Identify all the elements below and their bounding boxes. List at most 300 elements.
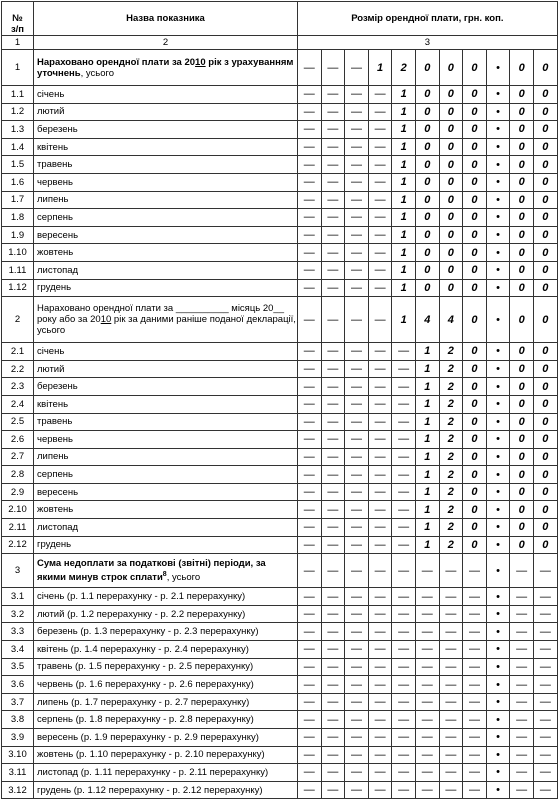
table-row: [2, 764, 558, 782]
amount-digit-cell: —: [298, 279, 322, 297]
amount-digit-cell: 0: [439, 279, 463, 297]
amount-digit-cell: —: [368, 605, 392, 623]
amount-digit-cell: 0: [415, 103, 439, 121]
row-number: 3.4: [2, 641, 34, 659]
amount-digit-cell: —: [415, 658, 439, 676]
amount-digit-cell: 2: [439, 413, 463, 431]
amount-digit-cell: 0: [510, 483, 534, 501]
amount-digit-cell: —: [510, 588, 534, 606]
amount-digit-cell: •: [486, 86, 510, 104]
amount-digit-cell: —: [345, 395, 369, 413]
amount-digit-cell: —: [392, 729, 416, 747]
amount-digit-cell: 0: [415, 261, 439, 279]
amount-digit-cell: —: [321, 693, 345, 711]
amount-digit-cell: 0: [533, 483, 557, 501]
amount-digit-cell: —: [368, 536, 392, 554]
amount-digit-cell: —: [345, 519, 369, 537]
amount-digit-cell: —: [298, 676, 322, 694]
amount-digit-cell: •: [486, 343, 510, 361]
amount-digit-cell: 0: [510, 448, 534, 466]
amount-digit-cell: •: [486, 641, 510, 659]
amount-digit-cell: —: [415, 623, 439, 641]
amount-digit-cell: 0: [463, 413, 487, 431]
amount-digit-cell: —: [368, 156, 392, 174]
amount-digit-cell: 0: [533, 378, 557, 396]
amount-digit-cell: —: [368, 297, 392, 343]
amount-digit-cell: —: [533, 781, 557, 799]
amount-digit-cell: —: [345, 483, 369, 501]
header-rent-amount: Розмір орендної плати, грн. коп.: [298, 2, 558, 36]
amount-digit-cell: —: [345, 746, 369, 764]
amount-digit-cell: —: [392, 641, 416, 659]
amount-digit-cell: —: [463, 676, 487, 694]
amount-digit-cell: 0: [415, 121, 439, 139]
amount-digit-cell: —: [368, 693, 392, 711]
amount-digit-cell: —: [415, 781, 439, 799]
amount-digit-cell: —: [368, 138, 392, 156]
table-row: [2, 693, 558, 711]
amount-digit-cell: —: [345, 297, 369, 343]
row-number: 3.1: [2, 588, 34, 606]
amount-digit-cell: 4: [415, 297, 439, 343]
row-number: 3.5: [2, 658, 34, 676]
amount-digit-cell: —: [510, 623, 534, 641]
amount-digit-cell: —: [463, 588, 487, 606]
amount-digit-cell: —: [345, 781, 369, 799]
amount-digit-cell: 0: [415, 138, 439, 156]
amount-digit-cell: 0: [510, 378, 534, 396]
amount-digit-cell: —: [368, 623, 392, 641]
amount-digit-cell: —: [321, 536, 345, 554]
amount-digit-cell: 0: [463, 138, 487, 156]
amount-digit-cell: 0: [533, 536, 557, 554]
amount-digit-cell: •: [486, 693, 510, 711]
amount-digit-cell: —: [345, 378, 369, 396]
amount-digit-cell: 2: [439, 519, 463, 537]
amount-digit-cell: 1: [392, 261, 416, 279]
amount-digit-cell: —: [321, 483, 345, 501]
amount-digit-cell: 0: [439, 103, 463, 121]
row-label: жовтень: [34, 501, 298, 519]
amount-digit-cell: —: [321, 50, 345, 86]
table-row: [2, 360, 558, 378]
amount-digit-cell: —: [392, 693, 416, 711]
row-label: травень: [34, 156, 298, 174]
amount-digit-cell: 1: [392, 209, 416, 227]
table-row: [2, 138, 558, 156]
amount-digit-cell: —: [321, 746, 345, 764]
amount-digit-cell: 1: [392, 156, 416, 174]
amount-digit-cell: —: [392, 360, 416, 378]
amount-digit-cell: —: [298, 50, 322, 86]
amount-digit-cell: —: [510, 641, 534, 659]
amount-digit-cell: —: [321, 588, 345, 606]
amount-digit-cell: —: [298, 297, 322, 343]
row-number: 1.2: [2, 103, 34, 121]
amount-digit-cell: —: [345, 641, 369, 659]
row-number: 3.3: [2, 623, 34, 641]
amount-digit-cell: —: [321, 343, 345, 361]
amount-digit-cell: —: [392, 448, 416, 466]
table-row: [2, 676, 558, 694]
amount-digit-cell: —: [510, 746, 534, 764]
amount-digit-cell: —: [463, 658, 487, 676]
amount-digit-cell: —: [510, 554, 534, 588]
amount-digit-cell: —: [392, 711, 416, 729]
amount-digit-cell: 0: [463, 121, 487, 139]
amount-digit-cell: •: [486, 209, 510, 227]
row-label-part: рік за даними раніше поданої декларації, усього: [37, 314, 296, 337]
amount-digit-cell: —: [345, 588, 369, 606]
row-number: 1.10: [2, 244, 34, 262]
row-number: 1.5: [2, 156, 34, 174]
amount-digit-cell: 1: [415, 378, 439, 396]
amount-digit-cell: —: [298, 191, 322, 209]
table-row: [2, 156, 558, 174]
row-number: 3.10: [2, 746, 34, 764]
row-number: 2.9: [2, 483, 34, 501]
amount-digit-cell: 0: [533, 226, 557, 244]
amount-digit-cell: —: [510, 693, 534, 711]
amount-digit-cell: 1: [415, 466, 439, 484]
amount-digit-cell: —: [463, 623, 487, 641]
row-number: 2: [2, 297, 34, 343]
amount-digit-cell: —: [415, 746, 439, 764]
amount-digit-cell: —: [368, 658, 392, 676]
amount-digit-cell: 1: [392, 279, 416, 297]
table-row: [2, 209, 558, 227]
table-row: [2, 466, 558, 484]
amount-digit-cell: —: [298, 781, 322, 799]
amount-digit-cell: 0: [463, 395, 487, 413]
table-row: [2, 623, 558, 641]
amount-digit-cell: —: [392, 431, 416, 449]
amount-digit-cell: —: [463, 729, 487, 747]
amount-digit-cell: •: [486, 746, 510, 764]
amount-digit-cell: —: [298, 764, 322, 782]
row-number: 2.11: [2, 519, 34, 537]
table-row: [2, 226, 558, 244]
amount-digit-cell: —: [392, 378, 416, 396]
amount-digit-cell: 0: [463, 191, 487, 209]
row-label: червень (р. 1.6 перерахунку - р. 2.6 перерахунку): [34, 676, 298, 694]
amount-digit-cell: 0: [439, 261, 463, 279]
amount-digit-cell: —: [345, 554, 369, 588]
table-row: [2, 711, 558, 729]
table-row: [2, 121, 558, 139]
amount-digit-cell: •: [486, 138, 510, 156]
amount-digit-cell: —: [510, 711, 534, 729]
amount-digit-cell: —: [345, 86, 369, 104]
row-number: 3: [2, 554, 34, 588]
row-label: вересень: [34, 483, 298, 501]
amount-digit-cell: —: [321, 501, 345, 519]
table-row: [2, 588, 558, 606]
amount-digit-cell: •: [486, 729, 510, 747]
amount-digit-cell: —: [298, 693, 322, 711]
row-label: березень: [34, 121, 298, 139]
table-row: [2, 279, 558, 297]
amount-digit-cell: —: [368, 746, 392, 764]
amount-digit-cell: —: [533, 676, 557, 694]
amount-digit-cell: 0: [510, 226, 534, 244]
table-row: [2, 343, 558, 361]
amount-digit-cell: —: [368, 588, 392, 606]
amount-digit-cell: —: [439, 554, 463, 588]
amount-digit-cell: —: [368, 641, 392, 659]
amount-digit-cell: 0: [463, 261, 487, 279]
amount-digit-cell: 0: [415, 209, 439, 227]
amount-digit-cell: 0: [463, 483, 487, 501]
amount-digit-cell: 0: [533, 519, 557, 537]
row-label-part: 10: [100, 314, 112, 326]
row-number: 2.7: [2, 448, 34, 466]
amount-digit-cell: •: [486, 536, 510, 554]
amount-digit-cell: 0: [463, 244, 487, 262]
row-label: [34, 50, 298, 86]
amount-digit-cell: —: [298, 711, 322, 729]
row-number: 1.6: [2, 173, 34, 191]
row-label-part: , усього: [80, 67, 115, 79]
amount-digit-cell: —: [298, 605, 322, 623]
amount-digit-cell: —: [345, 536, 369, 554]
amount-digit-cell: —: [368, 226, 392, 244]
amount-digit-cell: —: [368, 483, 392, 501]
row-number: 2.4: [2, 395, 34, 413]
amount-digit-cell: —: [321, 244, 345, 262]
amount-digit-cell: —: [321, 676, 345, 694]
amount-digit-cell: —: [415, 605, 439, 623]
amount-digit-cell: 0: [510, 121, 534, 139]
amount-digit-cell: 0: [533, 103, 557, 121]
table-row: [2, 729, 558, 747]
amount-digit-cell: —: [533, 729, 557, 747]
amount-digit-cell: —: [298, 519, 322, 537]
amount-digit-cell: •: [486, 103, 510, 121]
amount-digit-cell: —: [298, 658, 322, 676]
row-label: квітень: [34, 395, 298, 413]
rent-calculation-table: [1, 1, 558, 799]
amount-digit-cell: •: [486, 588, 510, 606]
amount-digit-cell: 0: [463, 519, 487, 537]
amount-digit-cell: —: [298, 261, 322, 279]
amount-digit-cell: —: [298, 431, 322, 449]
amount-digit-cell: —: [345, 431, 369, 449]
amount-digit-cell: —: [439, 693, 463, 711]
row-number: 1.9: [2, 226, 34, 244]
amount-digit-cell: 0: [510, 209, 534, 227]
row-label-part: Нараховано орендної плати за 20: [37, 56, 196, 68]
amount-digit-cell: —: [463, 554, 487, 588]
row-number: 3.12: [2, 781, 34, 799]
amount-digit-cell: 0: [533, 343, 557, 361]
amount-digit-cell: —: [510, 764, 534, 782]
amount-digit-cell: —: [368, 431, 392, 449]
amount-digit-cell: 0: [510, 343, 534, 361]
amount-digit-cell: —: [321, 138, 345, 156]
amount-digit-cell: —: [298, 244, 322, 262]
table-row: [2, 641, 558, 659]
amount-digit-cell: 0: [510, 536, 534, 554]
row-number: 3.11: [2, 764, 34, 782]
row-number: 2.6: [2, 431, 34, 449]
amount-digit-cell: —: [392, 343, 416, 361]
amount-digit-cell: —: [345, 729, 369, 747]
amount-digit-cell: 1: [392, 191, 416, 209]
table-row: [2, 536, 558, 554]
amount-digit-cell: —: [368, 103, 392, 121]
amount-digit-cell: —: [298, 121, 322, 139]
amount-digit-cell: —: [415, 676, 439, 694]
amount-digit-cell: —: [368, 279, 392, 297]
amount-digit-cell: —: [439, 676, 463, 694]
amount-digit-cell: —: [345, 711, 369, 729]
amount-digit-cell: —: [392, 605, 416, 623]
amount-digit-cell: 0: [463, 360, 487, 378]
amount-digit-cell: 0: [439, 86, 463, 104]
row-label: липень: [34, 448, 298, 466]
amount-digit-cell: 0: [533, 448, 557, 466]
amount-digit-cell: •: [486, 781, 510, 799]
amount-digit-cell: —: [298, 483, 322, 501]
amount-digit-cell: —: [321, 279, 345, 297]
row-label: лютий: [34, 360, 298, 378]
amount-digit-cell: •: [486, 554, 510, 588]
amount-digit-cell: —: [345, 103, 369, 121]
amount-digit-cell: 0: [533, 191, 557, 209]
amount-digit-cell: —: [392, 554, 416, 588]
amount-digit-cell: —: [533, 693, 557, 711]
amount-digit-cell: —: [298, 138, 322, 156]
amount-digit-cell: —: [345, 279, 369, 297]
row-label-part: 8: [162, 571, 167, 579]
amount-digit-cell: —: [368, 209, 392, 227]
amount-digit-cell: 1: [415, 343, 439, 361]
amount-digit-cell: —: [439, 781, 463, 799]
amount-digit-cell: —: [345, 261, 369, 279]
amount-digit-cell: —: [321, 261, 345, 279]
amount-digit-cell: —: [298, 156, 322, 174]
row-label: січень (р. 1.1 перерахунку - р. 2.1 перерахунку): [34, 588, 298, 606]
amount-digit-cell: —: [298, 413, 322, 431]
amount-digit-cell: 2: [439, 378, 463, 396]
amount-digit-cell: —: [392, 764, 416, 782]
amount-digit-cell: —: [439, 641, 463, 659]
amount-digit-cell: 2: [439, 466, 463, 484]
amount-digit-cell: —: [345, 50, 369, 86]
row-number: 2.5: [2, 413, 34, 431]
amount-digit-cell: —: [368, 378, 392, 396]
amount-digit-cell: •: [486, 711, 510, 729]
amount-digit-cell: —: [345, 343, 369, 361]
amount-digit-cell: —: [345, 448, 369, 466]
amount-digit-cell: 0: [415, 244, 439, 262]
amount-digit-cell: —: [298, 173, 322, 191]
amount-digit-cell: —: [298, 536, 322, 554]
amount-digit-cell: 0: [463, 343, 487, 361]
amount-digit-cell: •: [486, 448, 510, 466]
amount-digit-cell: —: [321, 729, 345, 747]
amount-digit-cell: —: [463, 711, 487, 729]
amount-digit-cell: —: [321, 103, 345, 121]
amount-digit-cell: 0: [533, 413, 557, 431]
amount-digit-cell: •: [486, 226, 510, 244]
amount-digit-cell: 0: [510, 431, 534, 449]
amount-digit-cell: —: [321, 86, 345, 104]
amount-digit-cell: 0: [510, 466, 534, 484]
amount-digit-cell: 0: [463, 501, 487, 519]
row-number: 1: [2, 50, 34, 86]
table-row: [2, 103, 558, 121]
amount-digit-cell: 0: [439, 156, 463, 174]
amount-digit-cell: —: [368, 395, 392, 413]
amount-digit-cell: —: [439, 658, 463, 676]
row-label: серпень: [34, 466, 298, 484]
amount-digit-cell: 0: [463, 226, 487, 244]
amount-digit-cell: 0: [533, 173, 557, 191]
row-label: березень (р. 1.3 перерахунку - р. 2.3 перерахунку): [34, 623, 298, 641]
row-number: 3.6: [2, 676, 34, 694]
amount-digit-cell: 4: [439, 297, 463, 343]
amount-digit-cell: —: [321, 173, 345, 191]
amount-digit-cell: 1: [392, 244, 416, 262]
amount-digit-cell: 0: [510, 173, 534, 191]
row-number: 2.2: [2, 360, 34, 378]
amount-digit-cell: 0: [533, 121, 557, 139]
amount-digit-cell: —: [439, 711, 463, 729]
amount-digit-cell: 1: [392, 121, 416, 139]
row-number: 1.7: [2, 191, 34, 209]
amount-digit-cell: 0: [463, 86, 487, 104]
amount-digit-cell: —: [345, 138, 369, 156]
amount-digit-cell: —: [321, 466, 345, 484]
amount-digit-cell: —: [463, 693, 487, 711]
amount-digit-cell: —: [345, 764, 369, 782]
amount-digit-cell: 0: [533, 360, 557, 378]
row-number: 2.10: [2, 501, 34, 519]
amount-digit-cell: —: [463, 746, 487, 764]
row-label: грудень (р. 1.12 перерахунку - р. 2.12 перерахунку): [34, 781, 298, 799]
amount-digit-cell: —: [533, 658, 557, 676]
amount-digit-cell: 1: [415, 395, 439, 413]
amount-digit-cell: —: [392, 519, 416, 537]
table-row: [2, 86, 558, 104]
amount-digit-cell: •: [486, 431, 510, 449]
amount-digit-cell: 0: [533, 466, 557, 484]
amount-digit-cell: —: [298, 226, 322, 244]
amount-digit-cell: —: [321, 448, 345, 466]
amount-digit-cell: —: [298, 448, 322, 466]
amount-digit-cell: —: [368, 86, 392, 104]
amount-digit-cell: 1: [415, 519, 439, 537]
table-row: [2, 554, 558, 588]
row-label: квітень: [34, 138, 298, 156]
row-label: червень: [34, 431, 298, 449]
amount-digit-cell: —: [298, 501, 322, 519]
row-label: травень: [34, 413, 298, 431]
amount-digit-cell: 0: [510, 413, 534, 431]
amount-digit-cell: •: [486, 244, 510, 262]
table-row: [2, 431, 558, 449]
amount-digit-cell: •: [486, 173, 510, 191]
row-number: 1.1: [2, 86, 34, 104]
row-label: лютий: [34, 103, 298, 121]
amount-digit-cell: 1: [415, 501, 439, 519]
row-label: листопад: [34, 519, 298, 537]
amount-digit-cell: 0: [510, 519, 534, 537]
amount-digit-cell: —: [298, 729, 322, 747]
amount-digit-cell: 0: [533, 244, 557, 262]
